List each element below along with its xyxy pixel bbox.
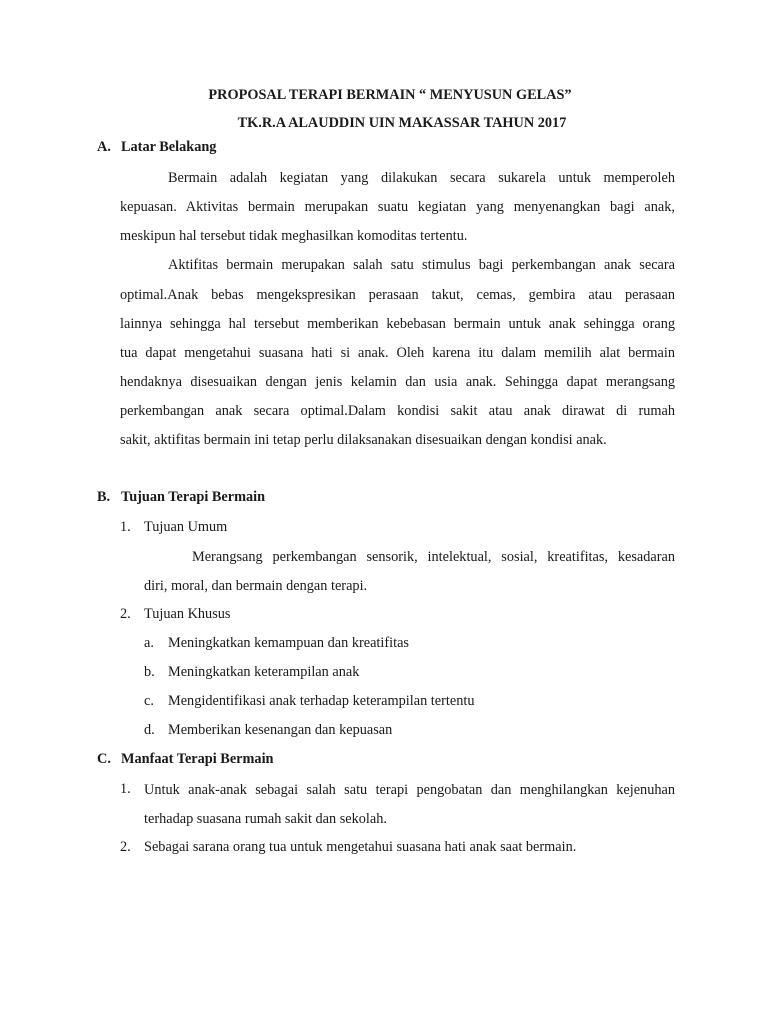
para2-line: tua dapat mengetahui suasana hati si anak. Oleh karena itu dalam memilih alat bermain [120,345,675,361]
list-number: 2. [120,606,131,622]
list-number: 2. [120,839,131,855]
sub-list-letter: b. [144,664,155,680]
sub-list-item [144,693,474,710]
section-b-heading [97,489,265,506]
manfaat-line: Untuk anak-anak sebagai salah satu terapi pengobatan dan menghilangkan kejenuhan [144,782,675,798]
section-c-title: Manfaat Terapi Bermain [121,751,274,767]
sub-list-item [144,722,392,739]
para2-line: perkembangan anak secara optimal.Dalam kondisi sakit atau anak dirawat di rumah [120,403,675,419]
sub-list-letter: d. [144,722,155,738]
sub-list-text: Mengidentifikasi anak terhadap keterampilan tertentu [168,693,475,709]
section-a-heading [97,139,216,156]
section-c-heading [97,751,274,768]
tujuan-umum-line: Merangsang perkembangan sensorik, intelektual, sosial, kreatifitas, kesadaran [192,549,675,565]
para2-line: hendaknya disesuaikan dengan jenis kelamin dan usia anak. Sehingga dapat merangsang [120,374,675,390]
sub-list-text: Meningkatkan kemampuan dan kreatifitas [168,635,409,651]
section-a-letter: A. [97,139,111,155]
para1-line: kepuasan. Aktivitas bermain merupakan suatu kegiatan yang menyenangkan bagi anak, [120,199,675,215]
para1-line: Bermain adalah kegiatan yang dilakukan secara sukarela untuk memperoleh [168,170,675,186]
tujuan-umum-line: diri, moral, dan bermain dengan terapi. [144,578,368,594]
section-b-title: Tujuan Terapi Bermain [121,489,266,505]
para2-line: Aktifitas bermain merupakan salah satu stimulus bagi perkembangan anak secara [168,257,675,273]
list-number: 1. [120,781,131,797]
list-number: 1. [120,519,131,535]
section-b-letter: B. [97,489,111,505]
sub-list-letter: a. [144,635,154,651]
para2-line: optimal.Anak bebas mengekspresikan perasaan takut, cemas, gembira atau perasaan [120,287,675,303]
sub-list-text: Meningkatkan keterampilan anak [168,664,360,680]
list-item [120,781,144,798]
manfaat-line: terhadap suasana rumah sakit dan sekolah. [144,811,387,827]
section-a-title: Latar Belakang [121,139,217,155]
list-item [120,606,230,623]
list-label: Tujuan Umum [144,519,228,535]
section-c-letter: C. [97,751,111,767]
para1-line: meskipun hal tersebut tidak meghasilkan komoditas tertentu. [120,228,468,244]
sub-list-text: Memberikan kesenangan dan kepuasan [168,722,393,738]
sub-list-letter: c. [144,693,154,709]
para2-line: sakit, aktifitas bermain ini tetap perlu dilaksanakan disesuaikan dengan kondisi anak. [120,432,607,448]
para2-line: lainnya sehingga hal tersebut memberikan kebebasan bermain untuk anak sehingga orang [120,316,675,332]
list-item [120,839,576,856]
title-line-2: TK.R.A ALAUDDIN UIN MAKASSAR TAHUN 2017 [237,115,567,131]
list-item [120,519,227,536]
list-label: Tujuan Khusus [144,606,231,622]
sub-list-item [144,664,359,681]
title-line-1: PROPOSAL TERAPI BERMAIN “ MENYUSUN GELAS” [208,87,572,103]
sub-list-item [144,635,409,652]
list-text: Sebagai sarana orang tua untuk mengetahui suasana hati anak saat bermain. [144,839,577,855]
